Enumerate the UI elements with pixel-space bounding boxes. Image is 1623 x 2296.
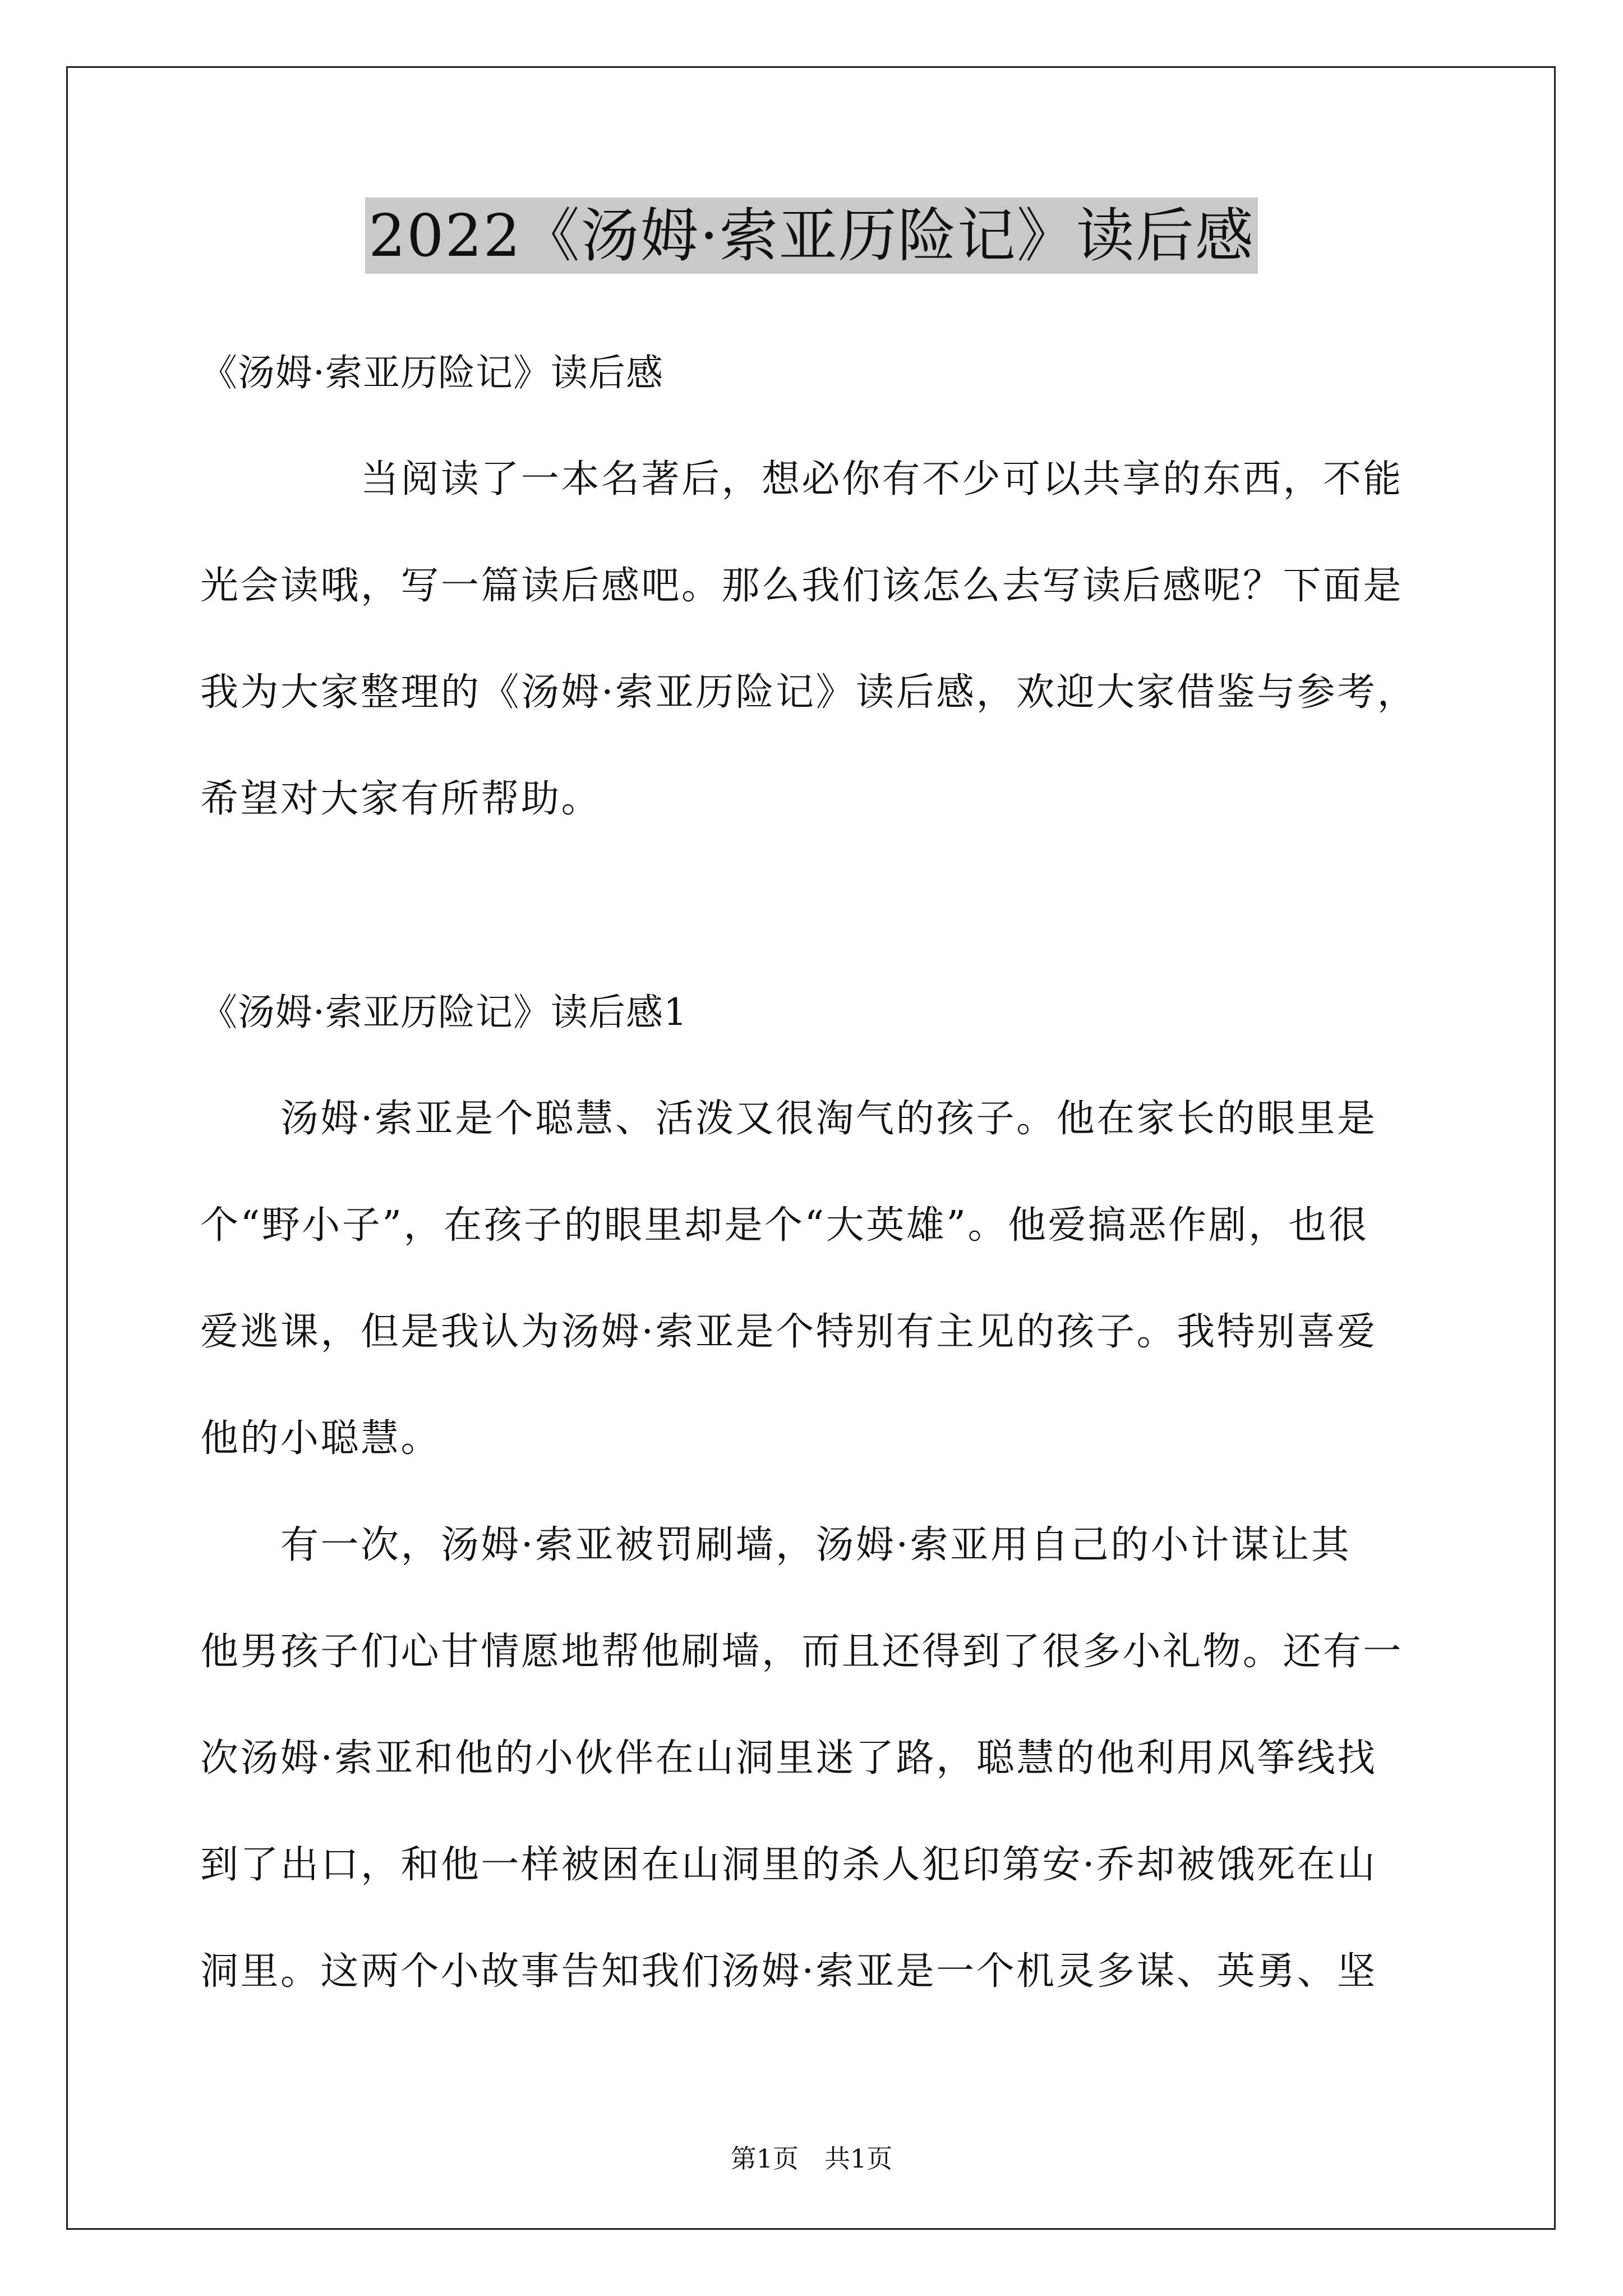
text-line: 汤姆·索亚是个聪慧、活泼又很淘气的孩子。他在家长的眼里是 — [200, 1097, 1377, 1141]
intro-paragraph — [200, 426, 1434, 853]
subtitle: 《汤姆·索亚历险记》读后感 — [200, 351, 663, 394]
title-container — [0, 197, 1623, 274]
text-line: 有一次，汤姆·索亚被罚刷墙，汤姆·索亚用自己的小计谋让其 — [200, 1523, 1352, 1567]
text-line: 他男孩子们心甘情愿地帮他刷墙，而且还得到了很多小礼物。还有一 — [200, 1630, 1404, 1674]
page-footer: 第1页 共1页 — [730, 2143, 893, 2174]
text-line: 爱逃课，但是我认为汤姆·索亚是个特别有主见的孩子。我特别喜爱 — [200, 1310, 1377, 1354]
text-line: 我为大家整理的《汤姆·索亚历险记》读后感，欢迎大家借鉴与参考， — [200, 670, 1418, 715]
text-line: 他的小聪慧。 — [200, 1416, 441, 1461]
text-line: 光会读哦，写一篇读后感吧。那么我们该怎么去写读后感呢？下面是 — [200, 564, 1404, 608]
paragraph-1 — [200, 1066, 1434, 1492]
paragraph-2 — [200, 1492, 1434, 2025]
text-line: 次汤姆·索亚和他的小伙伴在山洞里迷了路，聪慧的他利用风筝线找 — [200, 1736, 1377, 1780]
document-title: 2022《汤姆·索亚历险记》读后感 — [365, 197, 1258, 274]
text-line: 当阅读了一本名著后，想必你有不少可以共享的东西，不能 — [200, 457, 1404, 501]
text-line: 个“野小子”，在孩子的眼里却是个“大英雄”。他爱搞恶作剧，也很 — [200, 1203, 1369, 1248]
text-line: 希望对大家有所帮助。 — [200, 777, 602, 821]
section-heading: 《汤姆·索亚历险记》读后感1 — [200, 991, 688, 1034]
text-line: 到了出口，和他一样被困在山洞里的杀人犯印第安·乔却被饿死在山 — [200, 1843, 1377, 1887]
spacer — [200, 853, 1434, 959]
text-line: 洞里。这两个小故事告知我们汤姆·索亚是一个机灵多谋、英勇、坚 — [200, 1949, 1377, 1994]
document-body — [200, 320, 1434, 2025]
